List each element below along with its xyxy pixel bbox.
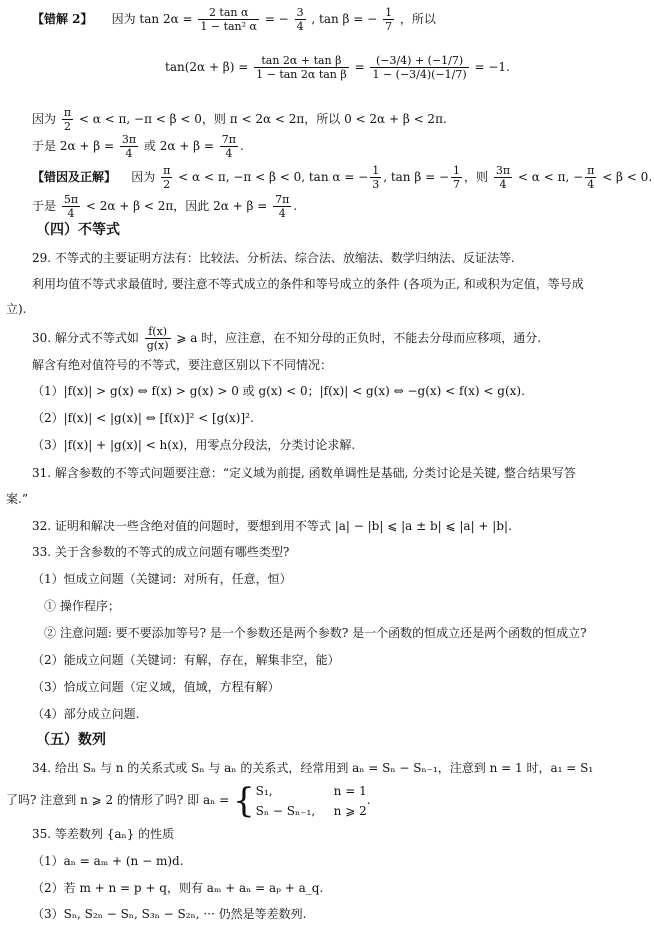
correction-line: 【错因及正解】 因为 $\frac{\pi}{2}$ < α < π, −π < β < 0, tan α = − $\frac{1}{3}$ , tan β = − $\frac{1}{7}$ ，则 $\frac{3\pi}{4}$ < α < π, − $\frac{\pi}{4}$ < β < 0. — [32, 164, 653, 191]
section-title: （四）不等式 — [36, 222, 120, 238]
paragraph: 了吗? 注意到 n ⩾ 2 的情形了吗? 即 aₙ = { S₁, n = 1 Sₙ − Sₙ₋₁, n ⩾ 2 . — [6, 780, 371, 821]
section-title: （五）数列 — [36, 732, 106, 748]
paragraph: 35. 等差数列 {aₙ} 的性质 — [32, 827, 175, 841]
paragraph: 31. 解含参数的不等式问题要注意：“定义域为前提, 函数单调性是基础, 分类讨论是关键, 整合结果写答 — [32, 466, 576, 480]
text-line: 于是 $\frac{5\pi}{4}$ < 2α + β < 2π，因此 2α + β = $\frac{7\pi}{4}$ . — [32, 193, 298, 220]
piecewise: S₁, n = 1 Sₙ − Sₙ₋₁, n ⩾ 2 — [255, 783, 367, 818]
paragraph: 29. 不等式的主要证明方法有：比较法、分析法、综合法、放缩法、数学归纳法、反证法等. — [32, 251, 515, 265]
paragraph: 案.” — [6, 492, 28, 506]
list-item: （3）|f(x)| + |g(x)| < h(x)，用零点分段法，分类讨论求解. — [32, 438, 356, 452]
paragraph: 34. 给出 Sₙ 与 n 的关系式或 Sₙ 与 aₙ 的关系式，经常用到 aₙ = Sₙ − Sₙ₋₁，注意到 n = 1 时，a₁ = S₁ — [32, 761, 594, 775]
list-item: （1）恒成立问题（关键词：对所有，任意，恒） — [32, 572, 292, 586]
error2-label: 【错解 2】 — [32, 12, 93, 26]
text-line: 于是 2α + β = $\frac{3\pi}{4}$ 或 2α + β = $\frac{7\pi}{4}$ . — [32, 133, 244, 160]
paragraph: 30. 解分式不等式如 $\frac{f(x)}{g(x)}$ ⩾ a 时，应注意，在不知分母的正负时，不能去分母而应移项，通分. — [32, 325, 542, 352]
list-item: （3）恰成立问题（定义域，值域，方程有解） — [32, 680, 280, 694]
list-item: （4）部分成立问题. — [32, 707, 140, 721]
list-item: （2）|f(x)| < |g(x)| ⇔ [f(x)]² < [g(x)]². — [32, 411, 254, 425]
list-item: ② 注意问题: 要不要添加等号? 是一个参数还是两个参数? 是一个函数的恒成立还是两个函数的恒成立? — [44, 626, 587, 640]
paragraph: 立). — [6, 302, 27, 316]
display-equation: tan(2α + β) = $\frac{\text{tan 2α + tan β}}{\text{1 − tan 2α tan β}}$ = $\frac{(-3/4) + (-1/7)}{1 - (-3/4)(-1/7)}$ = −1. — [165, 54, 510, 81]
correction-label: 【错因及正解】 — [32, 170, 117, 184]
list-item: ① 操作程序； — [44, 599, 120, 613]
paragraph: 32. 证明和解决一些含绝对值的问题时，要想到用不等式 |a| − |b| ⩽ |a ± b| ⩽ |a| + |b|. — [32, 519, 512, 533]
brace-icon: { — [233, 780, 255, 821]
list-item: （2）若 m + n = p + q，则有 aₘ + aₙ = aₚ + a_q. — [32, 881, 324, 895]
paragraph: 33. 关于含参数的不等式的成立问题有哪些类型? — [32, 545, 290, 559]
fraction: $\frac{\text{tan 2α + tan β}}{\text{1 − tan 2α tan β}}$ — [256, 54, 347, 81]
list-item: （1）|f(x)| > g(x) ⇔ f(x) > g(x) > 0 或 g(x) < 0；|f(x)| < g(x) ⇔ −g(x) < f(x) < g(x). — [32, 384, 525, 398]
fraction: $\frac{1}{7}$ — [385, 6, 393, 33]
error2-line: 【错解 2】 因为 tan 2α = $\frac{\text{2 tan α}}{\text{1 − tan² α}}$ = − $\frac{3}{4}$ , tan β = − $\frac{1}{7}$ ，所以 — [32, 6, 436, 33]
fraction: $\frac{3}{4}$ — [296, 6, 304, 33]
list-item: （1）aₙ = aₘ + (n − m)d. — [32, 854, 184, 868]
paragraph: 解含有绝对值符号的不等式，要注意区别以下不同情况： — [32, 358, 333, 372]
text: 因为 tan 2α = — [111, 12, 197, 26]
fraction: $\frac{(-3/4) + (-1/7)}{1 - (-3/4)(-1/7)}$ — [372, 54, 467, 81]
text-line: 因为 $\frac{\pi}{2}$ < α < π, −π < β < 0，则 π < 2α < 2π，所以 0 < 2α + β < 2π. — [32, 106, 447, 133]
paragraph: 利用均值不等式求最值时, 要注意不等式成立的条件和等号成立的条件 (各项为正, 和或积为定值，等号成 — [32, 277, 584, 291]
fraction: $\frac{\text{2 tan α}}{\text{1 − tan² α}}$ — [200, 6, 257, 33]
list-item: （3）Sₙ, S₂ₙ − Sₙ, S₃ₙ − S₂ₙ, ··· 仍然是等差数列. — [32, 907, 307, 921]
list-item: （2）能成立问题（关键词：有解，存在，解集非空，能） — [32, 653, 340, 667]
